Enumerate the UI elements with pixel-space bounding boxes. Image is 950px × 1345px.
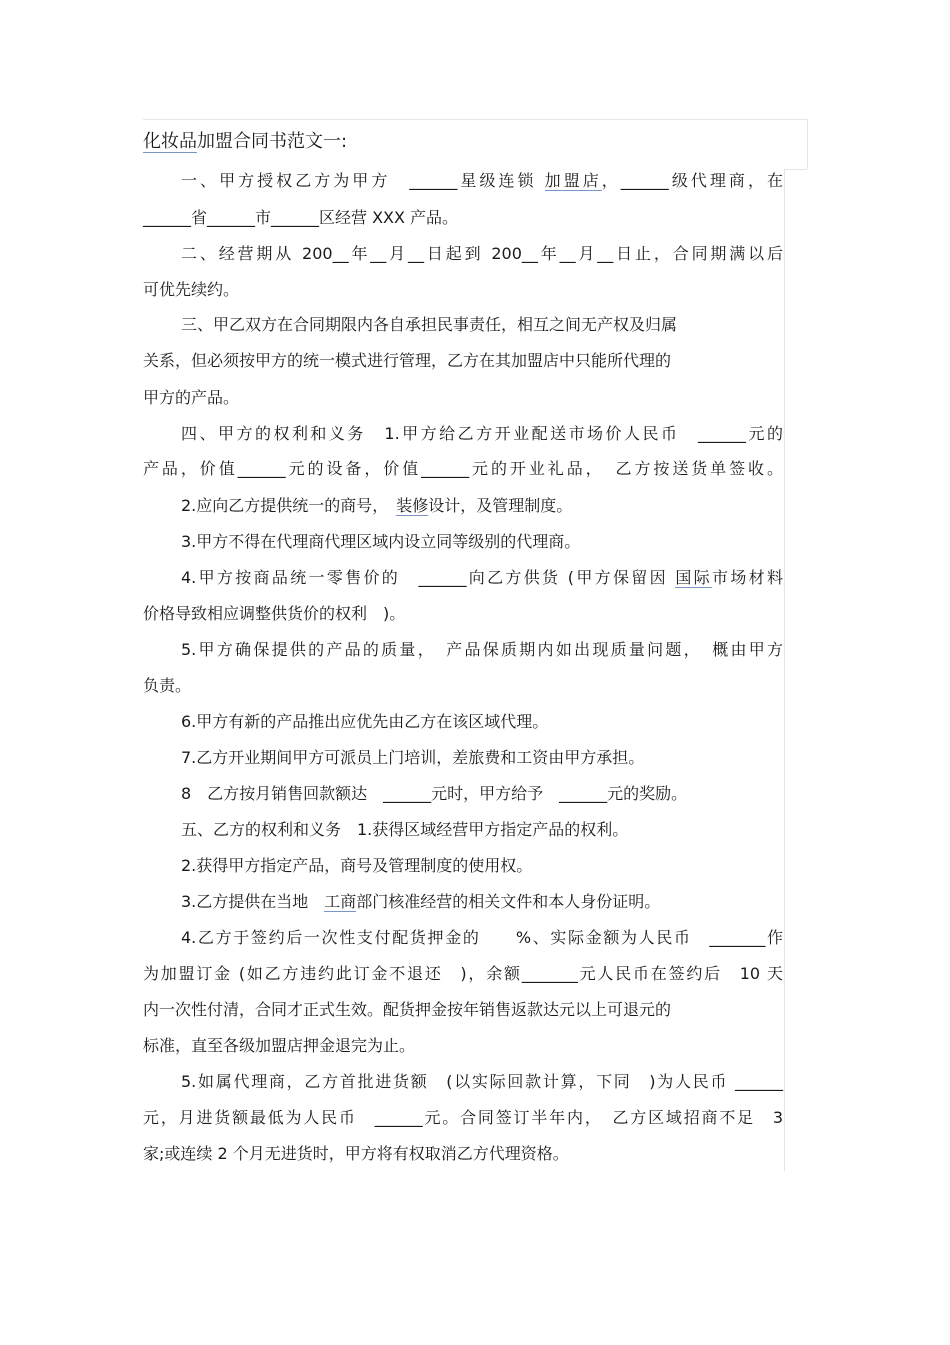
title-text: 加盟合同书范文一: — [197, 131, 348, 152]
contract-line: 四、甲方的权利和义务 1.甲方给乙方开业配送市场价人民币 ______元的 — [181, 424, 783, 443]
contract-line: 4.乙方于签约后一次性支付配货押金的 %、实际金额为人民币 _______作 — [181, 928, 783, 947]
contract-line: 关系，但必须按甲方的统一模式进行管理，乙方在其加盟店中只能所代理的 — [143, 351, 672, 370]
frame-border-top — [143, 119, 807, 120]
document-title — [143, 130, 347, 154]
contract-line: 内一次性付清，合同才正式生效。配货押金按年销售返款达元以上可退元的 — [143, 1000, 672, 1019]
underlined-term: 国际 — [675, 568, 713, 587]
contract-line: 元，月进货额最低为人民币 ______元。合同签订半年内， 乙方区域招商不足 3 — [143, 1108, 783, 1127]
contract-line: 为加盟订金 (如乙方违约此订金不退还 )，余额_______元人民币在签约后 10 天 — [143, 964, 783, 983]
contract-line: 三、甲乙双方在合同期限内各自承担民事责任，相互之间无产权及归属 — [181, 315, 678, 334]
contract-line: 可优先续约。 — [143, 280, 240, 299]
contract-line: 一、甲方授权乙方为甲方 ______星级连锁 加盟店，______级代理商，在 — [181, 171, 783, 190]
contract-line: 负责。 — [143, 676, 192, 695]
frame-border-right — [784, 169, 785, 1171]
contract-line: 3.甲方不得在代理商代理区域内设立同等级别的代理商。 — [181, 532, 581, 551]
contract-line: 二、经营期从 200__年__月__日起到 200__年__月__日止，合同期满以后 — [181, 244, 783, 263]
contract-line: 7.乙方开业期间甲方可派员上门培训，差旅费和工资由甲方承担。 — [181, 748, 645, 767]
contract-line: 五、乙方的权利和义务 1.获得区域经营甲方指定产品的权利。 — [181, 820, 629, 839]
contract-line: 5.甲方确保提供的产品的质量， 产品保质期内如出现质量问题， 概由甲方 — [181, 640, 783, 659]
contract-line: 6.甲方有新的产品推出应优先由乙方在该区域代理。 — [181, 712, 549, 731]
contract-line: 2.获得甲方指定产品，商号及管理制度的使用权。 — [181, 856, 533, 875]
title-underlined-term: 化妆品 — [143, 131, 197, 152]
underlined-term: 加盟店 — [544, 171, 602, 190]
contract-line: ______省______市______区经营 XXX 产品。 — [143, 208, 459, 227]
contract-line: 3.乙方提供在当地 工商部门核准经营的相关文件和本人身份证明。 — [181, 892, 661, 911]
underlined-term: 工商 — [324, 892, 357, 911]
contract-line: 甲方的产品。 — [143, 388, 240, 407]
contract-line: 产品，价值______元的设备，价值______元的开业礼品， 乙方按送货单签收。 — [143, 459, 783, 478]
contract-line: 8 乙方按月销售回款额达 ______元时，甲方给予 ______元的奖励。 — [181, 784, 688, 803]
contract-line: 4.甲方按商品统一零售价的 ______向乙方供货 (甲方保留因 国际市场材料 — [181, 568, 783, 587]
contract-line: 5.如属代理商，乙方首批进货额 (以实际回款计算，下同 )为人民币 ______ — [181, 1072, 783, 1091]
frame-border-right-upper — [807, 119, 808, 169]
contract-line: 2.应向乙方提供统一的商号， 装修设计，及管理制度。 — [181, 496, 573, 515]
frame-border-step — [784, 169, 807, 170]
contract-line: 价格导致相应调整供货价的权利 )。 — [143, 604, 406, 623]
underlined-term: 装修 — [396, 496, 429, 515]
contract-line: 家;或连续 2 个月无进货时，甲方将有权取消乙方代理资格。 — [143, 1144, 569, 1163]
contract-line: 标准，直至各级加盟店押金退完为止。 — [143, 1036, 416, 1055]
